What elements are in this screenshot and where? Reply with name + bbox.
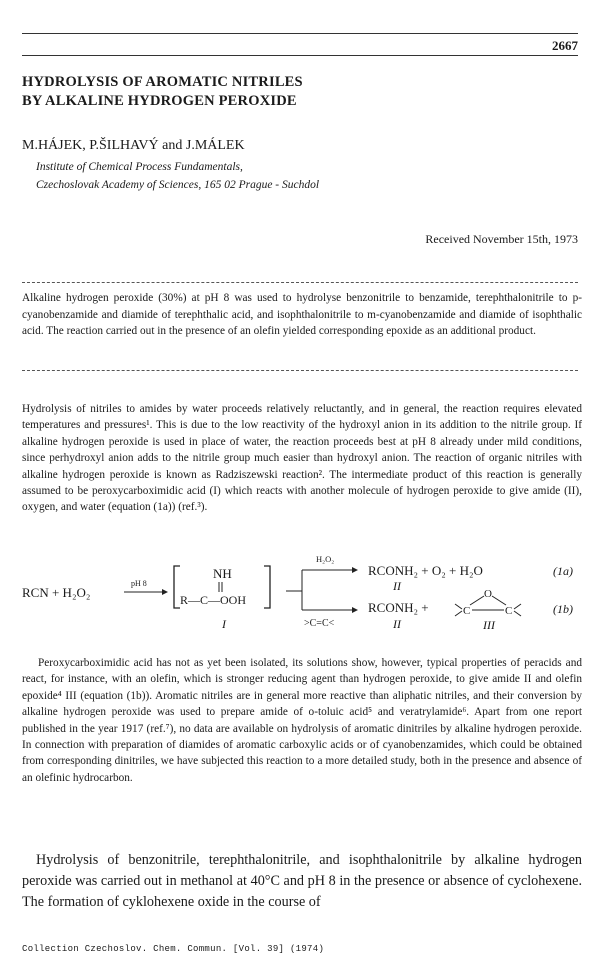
- intermediate-formula: R—C—OOH: [180, 593, 247, 607]
- branch-arrowhead-b: [352, 607, 358, 613]
- product-a-label: II: [393, 579, 401, 593]
- intermediate-nh: NH: [213, 566, 232, 581]
- top-rule: [22, 33, 578, 34]
- abstract: Alkaline hydrogen peroxide (30%) at pH 8 was used to hydrolyse benzonitrile to benzamide, terephthalonitrile to p-cyanobenzamide and diamide of terephthalic acid, and isophthalonitrile to m-cyanobenzamide and diamide of isophthalic acid. The reaction carried out in the presence of an olefin yielded corresponding epoxide as an additional product.: [22, 292, 582, 337]
- bracket-right: [264, 566, 270, 608]
- branch-a-reagent: H₂O₂: [316, 554, 335, 564]
- eq-arrowhead-main: [162, 589, 168, 595]
- epoxide-structure: [455, 588, 521, 617]
- paragraph-peroxycarboximidic: Peroxycarboximidic acid has not as yet been isolated, its solutions show, however, typical properties of peracids and react, for instance, with an olefin, which is stronger reducing agent than hydrogen peroxide, to give amide II and olefin epoxide⁴ III (equation (1b)). Aromatic nitriles are in general more reactive than aliphatic nitriles, and their conversion by alkaline hydrogen peroxide was used to prepare amide of o-toluic acid⁵ and veratrylamide⁶. Apart from one report published in the year 1917 (ref.⁷), no data are available on hydrolysis of aromatic dinitriles by alkaline hydrogen peroxide. In connection with preparation of diamides of aromatic carboxylic acids or of cyanobenzamides, which could be obtained from corresponding dinitriles, we have subjected this reaction to a more detailed study, both in the presence and absence of an olefinic hydrocarbon.: [22, 657, 582, 784]
- product-a: RCONH₂ + O₂ + H₂O: [368, 563, 483, 578]
- eq-reactants: RCN + H₂O₂: [22, 585, 91, 600]
- epoxide-co-right: [492, 596, 506, 605]
- eq-condition: pH 8: [131, 579, 147, 588]
- product-b: RCONH₂ +: [368, 600, 429, 615]
- journal-footer: Collection Czechoslov. Chem. Commun. [Vol. 39] (1974): [22, 944, 325, 954]
- product-b-label: II: [393, 617, 401, 631]
- abstract-bottom-rule: [22, 370, 578, 371]
- page-number: 2667: [552, 38, 578, 53]
- branch-arrowhead-a: [352, 567, 358, 573]
- bracket-left: [174, 566, 180, 608]
- branch-b-reagent: >C=C<: [304, 618, 335, 629]
- affiliation-line-2: Czechoslovak Academy of Sciences, 165 02 Prague - Suchdol: [36, 179, 320, 191]
- intermediate-label: I: [222, 617, 226, 631]
- epoxide-c-left: C: [463, 605, 471, 617]
- article-title: [22, 73, 303, 111]
- epoxide-oxygen: O: [484, 588, 492, 600]
- abstract-top-rule: [22, 282, 578, 283]
- title-line-1: HYDROLYSIS OF AROMATIC NITRILES: [22, 74, 303, 90]
- eq-number-a: (1a): [553, 564, 573, 578]
- epoxide-bond-lr: [514, 611, 521, 616]
- paragraph-experimental: Hydrolysis of benzonitrile, terephthalonitrile, and isophthalonitrile by alkaline hydrogen peroxide was carried out in methanol at 40°C and pH 8 in the presence or absence of cyclohexene. The formation of cyklohexene oxide in the course of: [22, 852, 582, 910]
- epoxide-c-right: C: [505, 605, 513, 617]
- paragraph-intro: Hydrolysis of nitriles to amides by water proceeds relatively reluctantly, and in general, the reaction requires elevated temperatures and pressures¹. This is due to the low reactivity of the hydroxyl anion in its addition to the nitrile group. If alkaline hydrogen peroxide is used in place of water, the reaction proceeds best at pH 8 already under mild conditions, since perhydroxyl anion adds to the nitrile group much easier than hydroxyl anion. The reaction of organic nitriles with alkaline hydrogen peroxide is known as Radziszewski reaction². The intermediate product of this reaction is generally assumed to be peroxycarboximidic acid (I) which reacts with another molecule of hydrogen peroxide to give amide (II), oxygen, and water (equation (1a)) (ref.³).: [22, 403, 582, 514]
- epoxide-bond-ll: [455, 611, 462, 616]
- epoxide-bond-ul: [455, 604, 462, 609]
- authors: M.HÁJEK, P.ŠILHAVÝ and J.MÁLEK: [22, 138, 245, 153]
- epoxide-co-left: [470, 596, 484, 605]
- eq-number-b: (1b): [553, 602, 573, 616]
- affiliation-line-1: Institute of Chemical Process Fundamentals,: [36, 161, 243, 173]
- received-date: Received November 15th, 1973: [425, 232, 578, 246]
- affiliation: [36, 158, 319, 194]
- page-number-rule: [22, 55, 578, 56]
- epoxide-label: III: [483, 618, 495, 632]
- epoxide-bond-ur: [514, 604, 521, 609]
- title-line-2: BY ALKALINE HYDROGEN PEROXIDE: [22, 93, 297, 109]
